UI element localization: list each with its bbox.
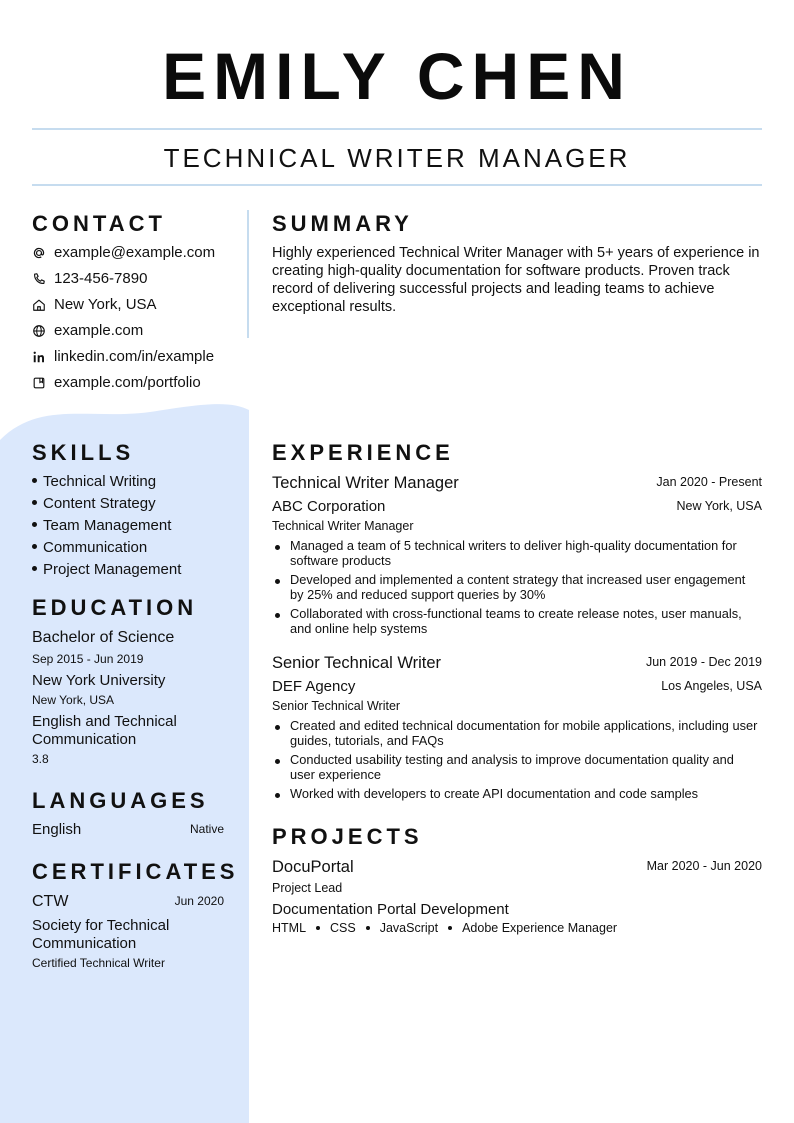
job-location: New York, USA [676,499,762,513]
contact-heading: CONTACT [32,211,166,236]
certificate-date: Jun 2020 [174,894,224,908]
contact-portfolio[interactable] [32,374,201,391]
job-position: Senior Technical Writer [272,699,401,713]
contact-linkedin[interactable] [32,348,214,365]
education-heading: EDUCATION [32,595,198,620]
contact-portfolio-text: example.com/portfolio [54,374,201,391]
home-icon [32,298,46,312]
contact-website[interactable] [32,322,143,339]
tech-item: CSS [330,921,356,935]
job-organization: ABC Corporation [272,498,386,515]
column-divider [247,210,249,338]
job-dates: Jan 2020 - Present [656,475,762,489]
projects-heading: PROJECTS [272,824,423,849]
contact-phone-text: 123-456-7890 [54,270,148,287]
language-level: Native [189,822,224,836]
certificates-heading: CERTIFICATES [32,859,239,884]
education-dates: Sep 2015 - Jun 2019 [32,652,144,666]
job-bullet: Created and edited technical documentation for mobile applications, including user guides, tutorials, and FAQs [290,718,762,748]
certificate-issuer: Society for Technical Communication [32,917,170,952]
job-location: Los Angeles, USA [661,679,762,693]
tech-item: Adobe Experience Manager [462,921,618,935]
skills-heading: SKILLS [32,440,135,465]
phone-icon [32,272,46,286]
contact-email-text: example@example.com [54,244,216,261]
job-role-title: TECHNICAL WRITER MANAGER [163,143,631,173]
contact-location [32,296,157,313]
tech-item: JavaScript [379,921,439,935]
job-title: Senior Technical Writer [272,654,442,672]
skill-item: Technical Writing [32,473,156,490]
skill-item: Communication [32,539,147,556]
contact-website-text: example.com [54,322,144,339]
education-location: New York, USA [32,693,115,707]
skill-item: Team Management [32,517,171,534]
tech-item: HTML [272,921,307,935]
at-icon [32,246,46,260]
contact-location-text: New York, USA [54,296,157,313]
header-divider-top [32,128,762,130]
project-role: Project Lead [272,881,343,895]
languages-heading: LANGUAGES [32,788,209,813]
project-name: DocuPortal [272,858,354,876]
education-school: New York University [32,672,166,689]
linkedin-icon [32,350,46,364]
project-dates: Mar 2020 - Jun 2020 [646,859,762,873]
certificate-full-name: Certified Technical Writer [32,956,165,970]
job-bullet: Conducted usability testing and analysis to improve documentation quality and user experience [290,752,762,782]
contact-linkedin-text: linkedin.com/in/example [54,348,215,365]
job-position: Technical Writer Manager [272,519,414,533]
skill-item: Project Management [32,561,181,578]
experience-heading: EXPERIENCE [272,440,454,465]
summary-text: Highly experienced Technical Writer Manager with 5+ years of experience in creating high-quality documentation for software products. Proven track record of delivering successful projects and leading teams to achieve exceptional results. [272,245,760,315]
job-bullet: Developed and implemented a content strategy that increased user engagement by 25% and reduced support queries by 30% [290,572,762,602]
education-gpa: 3.8 [32,752,49,766]
language-name: English [32,821,82,838]
summary-heading: SUMMARY [272,211,413,236]
job-organization: DEF Agency [272,678,356,695]
contact-email[interactable] [32,244,215,261]
portfolio-icon [32,376,46,390]
certificate-name: CTW [32,893,69,910]
project-description: Documentation Portal Development [272,901,509,918]
education-degree: Bachelor of Science [32,629,175,646]
project-tech-list [272,921,617,935]
job-dates: Jun 2019 - Dec 2019 [645,655,762,669]
candidate-name: EMILY CHEN [162,39,632,113]
skill-item: Content Strategy [32,495,156,512]
education-field: English and Technical Communication [32,713,177,748]
contact-phone[interactable] [32,270,147,287]
job-bullet: Worked with developers to create API documentation and code samples [290,786,762,801]
job-title: Technical Writer Manager [272,474,459,492]
job-bullet: Managed a team of 5 technical writers to deliver high-quality documentation for software products [290,538,762,568]
header-divider-bottom [32,184,762,186]
job-bullet: Collaborated with cross-functional teams to create release notes, user manuals, and online help systems [290,606,762,636]
globe-icon [32,324,46,338]
